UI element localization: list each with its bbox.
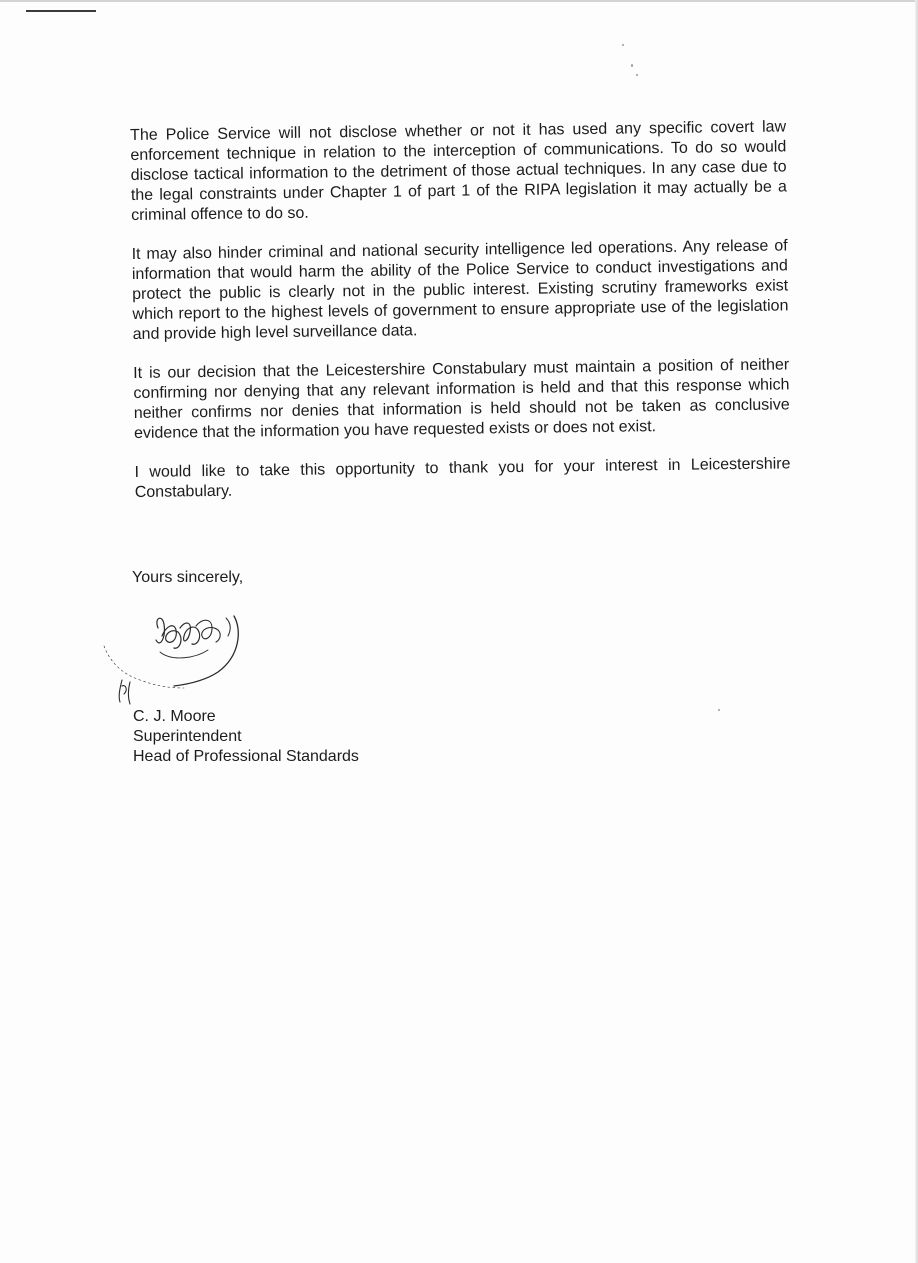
letter-body: [130, 117, 791, 503]
signatory-name: C. J. Moore: [133, 708, 216, 725]
paragraph-disclosure: The Police Service will not disclose whether or not it has used any specific covert law enforcement technique in relation to the interception of communications. To do so would disclose tactical information to the detriment of those actual techniques. In any case due to the legal constraints under Chapter 1 of part 1 of the RIPA legislation it may actually be a criminal offence to do so.: [130, 118, 787, 224]
scan-speck: [622, 44, 624, 46]
scan-speck: [636, 74, 638, 76]
signatory-role: Head of Professional Standards: [133, 748, 359, 765]
closing-salutation: Yours sincerely,: [132, 569, 244, 586]
scan-edge-top: [0, 0, 918, 2]
scan-mark: [26, 10, 96, 12]
handwritten-signature: [100, 606, 260, 710]
scan-speck: [718, 709, 720, 711]
paragraph-operations: It may also hinder criminal and national security intelligence led operations. Any release of information that would harm the ability of the Police Service to conduct investigations and protect the public is clearly not in the public interest. Existing scrutiny frameworks exist which report to the highest levels of government to ensure appropriate use of the legislation and provide high level surveillance data.: [131, 237, 789, 343]
signatory-rank: Superintendent: [133, 728, 242, 745]
paragraph-thanks: I would like to take this opportunity to thank you for your interest in Leicestershire Constabulary.: [134, 455, 791, 501]
paragraph-decision: It is our decision that the Leicestershire Constabulary must maintain a position of neither confirming nor denying that any relevant information is held and that this response which neither confirms nor denies that information is held should not be taken as conclusive evidence that the information you have requested exists or does not exist.: [133, 356, 790, 442]
scan-speck: [631, 64, 633, 67]
signature-block: [133, 707, 359, 767]
